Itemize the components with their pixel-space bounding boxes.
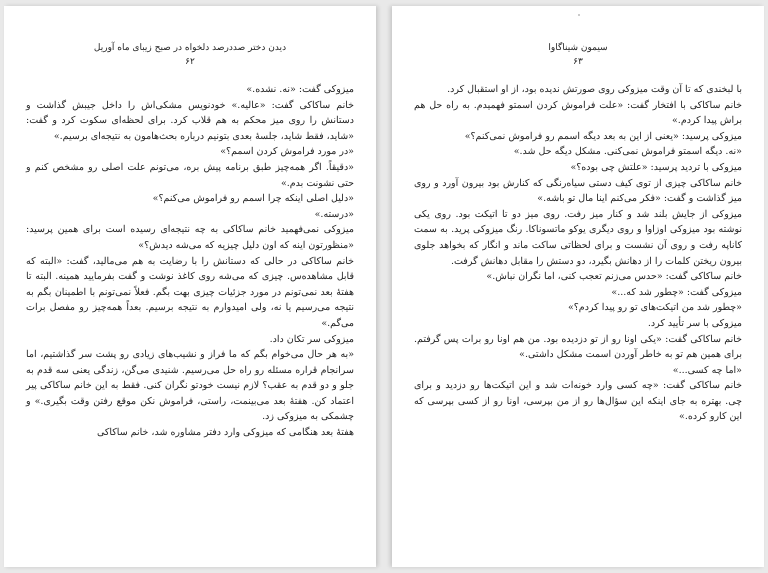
paragraph: میزوکی گفت: «نه. نشده.»: [246, 84, 354, 95]
paragraph: میزوکی با تردید پرسید: «علتش چی بوده؟»: [570, 161, 742, 173]
paragraph: خانم ساکاکی در حالی که دستانش را با رضایت به هم می‌مالید، گفت: «البته که قابل مشاهده‌س. چیزی که می‌شه روی کاغذ نوشت و گفت بفرمایید همینه. البته تا هفتهٔ بعد نمی‌تونم در مورد جزئیات چیزی بهت بگم. فعلاً نمی‌تونم با اطمینان بگم به نتیجه می‌رسیم یا نه، ولی امیدوارم به نتیجه برسیم. بعداً همه‌چیز رو مفصل برات می‌گم.»: [26, 255, 354, 329]
paragraph: میزوکی نمی‌فهمید خانم ساکاکی به چه نتیجه‌ای رسیده است برای همین پرسید: «منظورتون اینه که اون دلیل چیزیه که می‌شه دیدش؟»: [26, 224, 354, 251]
paragraph: خانم ساکاکی گفت: «چه کسی وارد خونه‌ات شد و این اتیکت‌ها رو دزدید و برای چی. بهتره به جای اینکه این سؤال‌ها رو از من بپرسی، اونا رو از کسی بپرسی که این کارو کرده.»: [414, 380, 742, 423]
paragraph: «دلیل اصلی اینکه چرا اسمم رو فراموش می‌کنم؟»: [152, 193, 354, 205]
page-number: ۶۲: [185, 57, 195, 67]
page-mark: [578, 14, 580, 16]
paragraph: «نه. دیگه اسمتو فراموش نمی‌کنی. مشکل دیگه حل شد.»: [513, 146, 742, 158]
paragraph: میزوکی از جایش بلند شد و کنار میز رفت. روی میز دو تا اتیکت بود. روی یکی نوشته بود میزوکی اوزاوا و روی دیگری یوکو ماتسوناکا. رنگ میزوکی پرید. به سمت کاناپه رفت و روی آن نشست و برای لحظاتی ساکت ماند و انگار که بخواهد جلوی بیرون ریختن کلمات را از دهانش بگیرد، دو دستش را مقابل دهانش گرفت.: [414, 208, 742, 267]
paragraph: «در مورد فراموش کردن اسمم؟»: [220, 146, 354, 158]
paragraph: میزوکی گفت: «چطور شد که...»: [611, 286, 742, 298]
paragraph: «چطور شد من اتیکت‌های تو رو پیدا کردم؟»: [567, 302, 742, 314]
right-page: [392, 6, 764, 567]
paragraph: میزوکی با سر تأیید کرد.: [647, 317, 742, 329]
paragraph: خانم ساکاکی گفت: «یکی اونا رو از تو دزدیده بود. من هم اونا رو برات پس گرفتم. برای همین هم تو به خاطر آوردن اسمت مشکل داشتی.»: [414, 333, 742, 361]
paragraph: خانم ساکاکی گفت: «عالیه.» خودنویس مشکی‌اش را داخل جیبش گذاشت و دستانش را روی میز محکم به هم قلاب کرد. برای لحظه‌ای سکوت کرد و گفت: «شاید، فقط شاید، جلسهٔ بعدی بتونیم درباره بحث‌هامون به نتیجه‌ای برسیم.»: [26, 99, 354, 142]
left-page-header: [26, 42, 354, 68]
paragraph: میزوکی پرسید: «یعنی از این به بعد دیگه اسمم رو فراموش نمی‌کنم؟»: [464, 130, 742, 142]
left-page: [4, 6, 376, 567]
paragraph: «درسته.»: [314, 208, 354, 220]
paragraph: «به هر حال می‌خوام بگم که ما فراز و نشیب‌های زیادی رو پشت سر گذاشتیم، اما سرانجام قراره مسئله رو راه حل می‌رسیم. شنیدی می‌گن، زندگی یعنی سه قدم به جلو و دو قدم به عقب؟ لازم نیست خودتو نگران کنی. فقط به این خانم ساکاکی پیر اعتماد کن. هفتهٔ بعد می‌بینمت، راستی، فراموش نکن موقع رفتن وقت بگیری.» و چشمکی به میزوکی زد.: [26, 349, 354, 423]
right-page-body: [414, 82, 742, 425]
right-page-header: [414, 42, 742, 68]
left-page-body: [26, 82, 354, 441]
page-number: ۶۳: [573, 57, 583, 67]
paragraph: «اما چه کسی...»: [672, 364, 742, 376]
paragraph: میزوکی سر تکان داد.: [269, 333, 354, 345]
paragraph: خانم ساکاکی با افتخار گفت: «علت فراموش کردن اسمتو فهمیدم. به راه حل هم براش پیدا کردم.»: [414, 99, 742, 127]
running-title: دیدن دختر صددرصد دلخواه در صبح زیبای ماه آوریل: [93, 43, 287, 53]
paragraph: خانم ساکاکی چیزی از توی کیف دستی سیاه‌رنگی که کنارش بود بیرون آورد و روی میز گذاشت و گفت: «فکر می‌کنم اینا مال تو باشه.»: [414, 177, 742, 205]
paragraph: «دقیقاً. اگر همه‌چیز طبق برنامه پیش بره، می‌تونم علت اصلی رو مشخص کنم و حتی نشونت بدم.»: [26, 161, 354, 189]
running-title: سیمون شیناگاوا: [548, 43, 608, 53]
paragraph: خانم ساکاکی گفت: «حدس می‌زنم تعجب کنی، اما نگران نباش.»: [486, 271, 742, 283]
paragraph: با لبخندی که تا آن وقت میزوکی روی صورتش ندیده بود، از او استقبال کرد.: [447, 84, 742, 95]
paragraph: هفتهٔ بعد هنگامی که میزوکی وارد دفتر مشاوره شد، خانم ساکاکی: [96, 427, 354, 439]
